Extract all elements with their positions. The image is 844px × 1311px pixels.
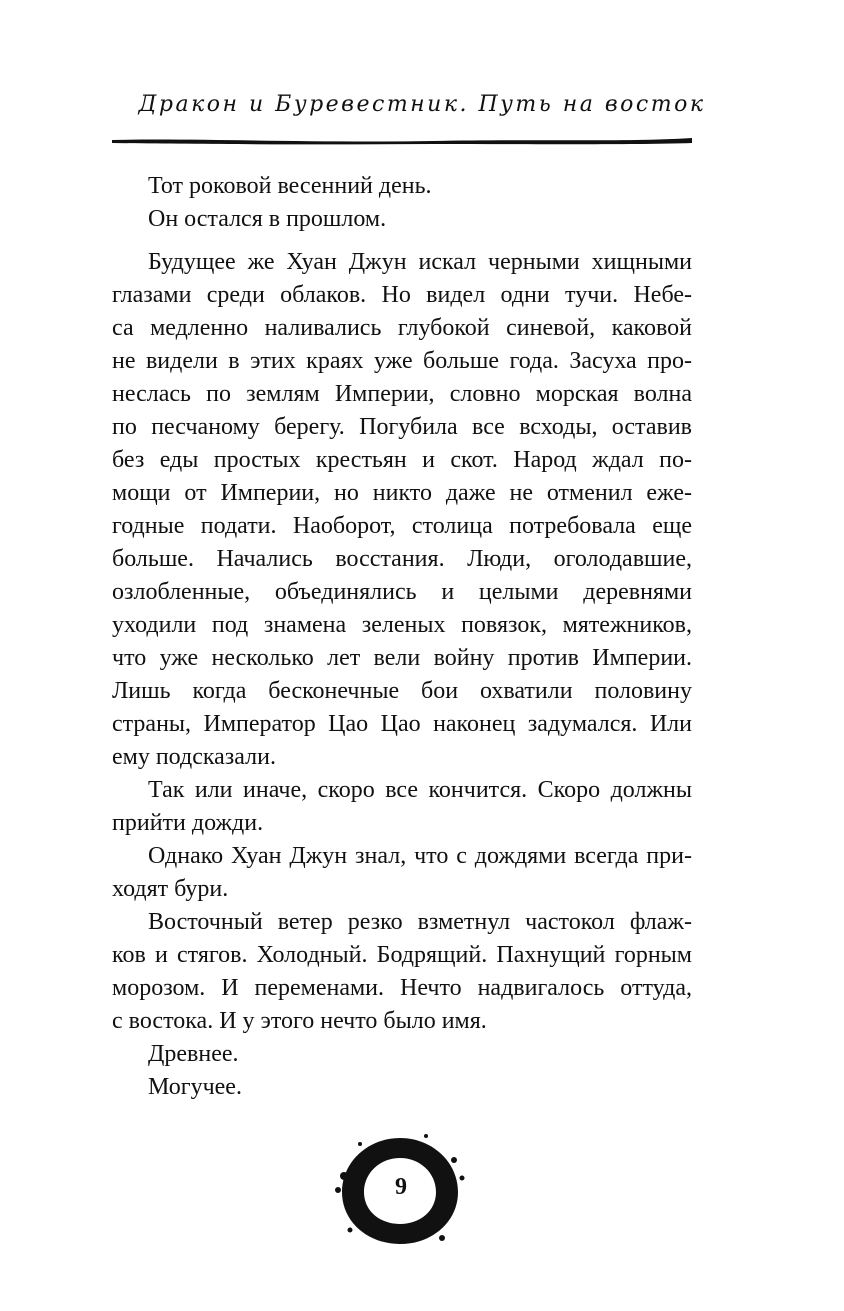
running-title: Дракон и Буревестник. Путь на восток [138, 92, 706, 117]
text-line: Будущее же Хуан Джун искал черными хищными [148, 249, 692, 275]
header-rule [112, 136, 692, 146]
text-line: ему подсказали. [112, 744, 276, 770]
page-number: 9 [395, 1174, 407, 1200]
text-line: глазами среди облаков. Но видел одни тучи. Небе- [112, 282, 692, 308]
text-line: Так или иначе, скоро все кончится. Скоро должны [148, 777, 692, 803]
text-line: мощи от Империи, но никто даже не отменил еже- [112, 480, 692, 506]
text-line: уходили под знамена зеленых повязок, мятежников, [112, 612, 692, 638]
text-line: са медленно наливались глубокой синевой, каковой [112, 315, 692, 341]
text-line: с востока. И у этого нечто было имя. [112, 1008, 487, 1034]
text-line: без еды простых крестьян и скот. Народ ждал по- [112, 447, 692, 473]
text-line: Лишь когда бесконечные бои охватили половину [112, 678, 692, 704]
text-line: ходят бури. [112, 876, 229, 902]
text-line: страны, Император Цао Цао наконец задумался. Или [112, 711, 692, 737]
text-line: годные подати. Наоборот, столица потребовала еще [112, 513, 692, 539]
text-line: по песчаному берегу. Погубила все всходы, оставив [112, 414, 692, 440]
text-line: не видели в этих краях уже больше года. Засуха про- [112, 348, 692, 374]
text-line: Тот роковой весенний день. [148, 173, 432, 199]
text-line: Однако Хуан Джун знал, что с дождями всегда при- [148, 843, 692, 869]
text-line: неслась по землям Империи, словно морская волна [112, 381, 692, 407]
text-line: больше. Начались восстания. Люди, оголодавшие, [112, 546, 692, 572]
text-line: Древнее. [148, 1041, 239, 1067]
text-line: Могучее. [148, 1074, 242, 1100]
text-line: что уже несколько лет вели войну против Империи. [112, 645, 692, 671]
text-line: прийти дожди. [112, 810, 264, 836]
text-line: озлобленные, объединялись и целыми деревнями [112, 579, 692, 605]
text-line: морозом. И переменами. Нечто надвигалось оттуда, [112, 975, 692, 1001]
text-line: ков и стягов. Холодный. Бодрящий. Пахнущий горным [112, 942, 692, 968]
text-line: Восточный ветер резко взметнул частокол флаж- [148, 909, 692, 935]
text-line: Он остался в прошлом. [148, 206, 387, 232]
